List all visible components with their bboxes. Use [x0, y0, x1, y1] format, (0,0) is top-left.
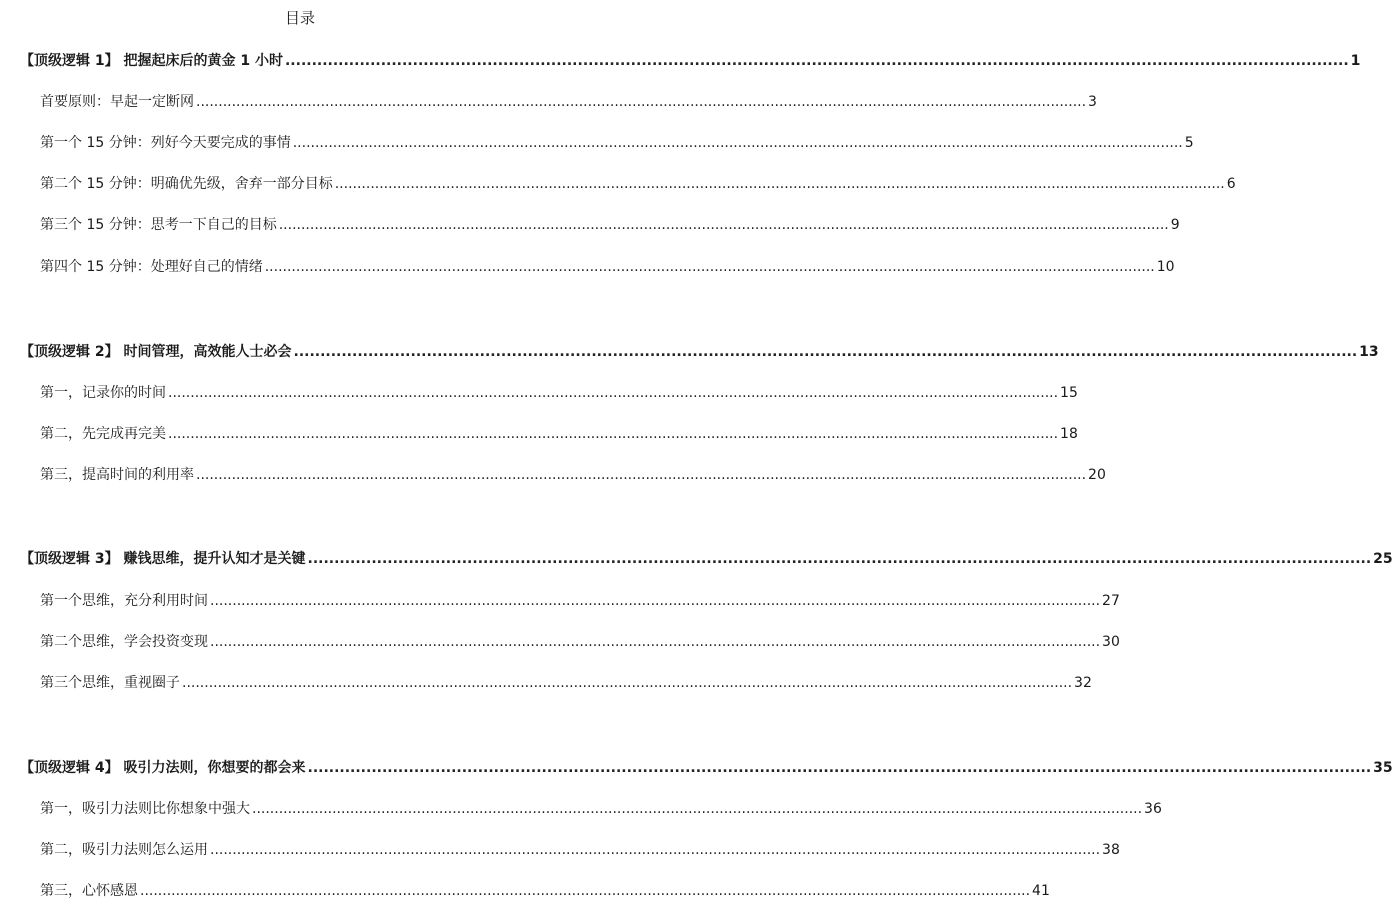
page-number: 41	[1032, 883, 1050, 899]
chapter-title: 【顶级逻辑 1】 把握起床后的黄金 1 小时	[20, 53, 283, 69]
dot-leader: ........................................................................................................................................................................................................	[264, 259, 1155, 275]
dot-leader: ........................................................................................................................................................................................................	[196, 467, 1087, 483]
dot-leader: ........................................................................................................................................................................................................	[168, 426, 1059, 442]
toc-chapter-3[interactable]	[20, 546, 1393, 568]
toc-entry[interactable]	[40, 254, 1175, 276]
dot-leader: ........................................................................................................................................................................................................	[252, 801, 1143, 817]
toc-entry[interactable]	[40, 171, 1236, 193]
dot-leader: ........................................................................................................................................................................................................	[284, 53, 1349, 69]
chapter-title: 【顶级逻辑 3】 赚钱思维，提升认知才是关键	[20, 551, 306, 567]
dot-leader: ........................................................................................................................................................................................................	[292, 135, 1183, 151]
entry-title: 第二个 15 分钟：明确优先级，舍弃一部分目标	[40, 176, 333, 192]
page-number: 13	[1359, 344, 1379, 360]
entry-title: 第二个思维，学会投资变现	[40, 634, 208, 650]
page-number: 25	[1373, 551, 1393, 567]
toc-entry[interactable]	[40, 878, 1050, 900]
entry-title: 第二，先完成再完美	[40, 426, 166, 442]
chapter-title: 【顶级逻辑 2】 时间管理，高效能人士必会	[20, 344, 292, 360]
page-number: 30	[1102, 634, 1120, 650]
entry-title: 第一个思维，充分利用时间	[40, 593, 208, 609]
dot-leader: ........................................................................................................................................................................................................	[210, 593, 1101, 609]
entry-title: 第二，吸引力法则怎么运用	[40, 842, 208, 858]
page-number: 3	[1088, 94, 1097, 110]
entry-title: 第四个 15 分钟：处理好自己的情绪	[40, 259, 263, 275]
entry-title: 第三，提高时间的利用率	[40, 467, 194, 483]
toc-entry[interactable]	[40, 212, 1180, 234]
toc-entry[interactable]	[40, 462, 1106, 484]
chapter-title: 【顶级逻辑 4】 吸引力法则，你想要的都会来	[20, 760, 306, 776]
entry-title: 第一，吸引力法则比你想象中强大	[40, 801, 250, 817]
dot-leader: ........................................................................................................................................................................................................	[278, 217, 1169, 233]
toc-entry[interactable]	[40, 380, 1078, 402]
dot-leader: ........................................................................................................................................................................................................	[196, 94, 1087, 110]
page-number: 15	[1060, 385, 1078, 401]
toc-chapter-4[interactable]	[20, 755, 1393, 777]
page-number: 32	[1074, 675, 1092, 691]
page-number: 38	[1102, 842, 1120, 858]
entry-title: 第三个 15 分钟：思考一下自己的目标	[40, 217, 277, 233]
dot-leader: ........................................................................................................................................................................................................	[168, 385, 1059, 401]
entry-title: 第三个思维，重视圈子	[40, 675, 180, 691]
page-number: 27	[1102, 593, 1120, 609]
toc-chapter-2[interactable]	[20, 339, 1379, 361]
toc-entry[interactable]	[40, 796, 1162, 818]
page-number: 1	[1350, 53, 1361, 69]
page-number: 20	[1088, 467, 1106, 483]
toc-entry[interactable]	[40, 670, 1092, 692]
entry-title: 第一个 15 分钟：列好今天要完成的事情	[40, 135, 291, 151]
dot-leader: ........................................................................................................................................................................................................	[210, 634, 1101, 650]
entry-title: 第三，心怀感恩	[40, 883, 138, 899]
dot-leader: ........................................................................................................................................................................................................	[210, 842, 1101, 858]
page-number: 18	[1060, 426, 1078, 442]
page-number: 35	[1373, 760, 1393, 776]
dot-leader: ........................................................................................................................................................................................................	[307, 760, 1372, 776]
page-number: 5	[1184, 135, 1194, 151]
page-number: 9	[1170, 217, 1180, 233]
page-number: 6	[1226, 176, 1236, 192]
toc-entry[interactable]	[40, 130, 1194, 152]
toc-entry[interactable]	[40, 89, 1097, 111]
entry-title: 首要原则：早起一定断网	[40, 94, 194, 110]
dot-leader: ........................................................................................................................................................................................................	[182, 675, 1073, 691]
toc-entry[interactable]	[40, 629, 1120, 651]
toc-entry[interactable]	[40, 837, 1120, 859]
dot-leader: ........................................................................................................................................................................................................	[140, 883, 1031, 899]
dot-leader: ........................................................................................................................................................................................................	[307, 551, 1372, 567]
page-number: 36	[1144, 801, 1162, 817]
toc-entry[interactable]	[40, 421, 1078, 443]
page-title: 目录	[284, 9, 315, 27]
page-number: 10	[1156, 259, 1175, 275]
toc-entry[interactable]	[40, 588, 1120, 610]
entry-title: 第一，记录你的时间	[40, 385, 166, 401]
toc-chapter-1[interactable]	[20, 48, 1361, 70]
dot-leader: ........................................................................................................................................................................................................	[334, 176, 1225, 192]
dot-leader: ........................................................................................................................................................................................................	[293, 344, 1358, 360]
